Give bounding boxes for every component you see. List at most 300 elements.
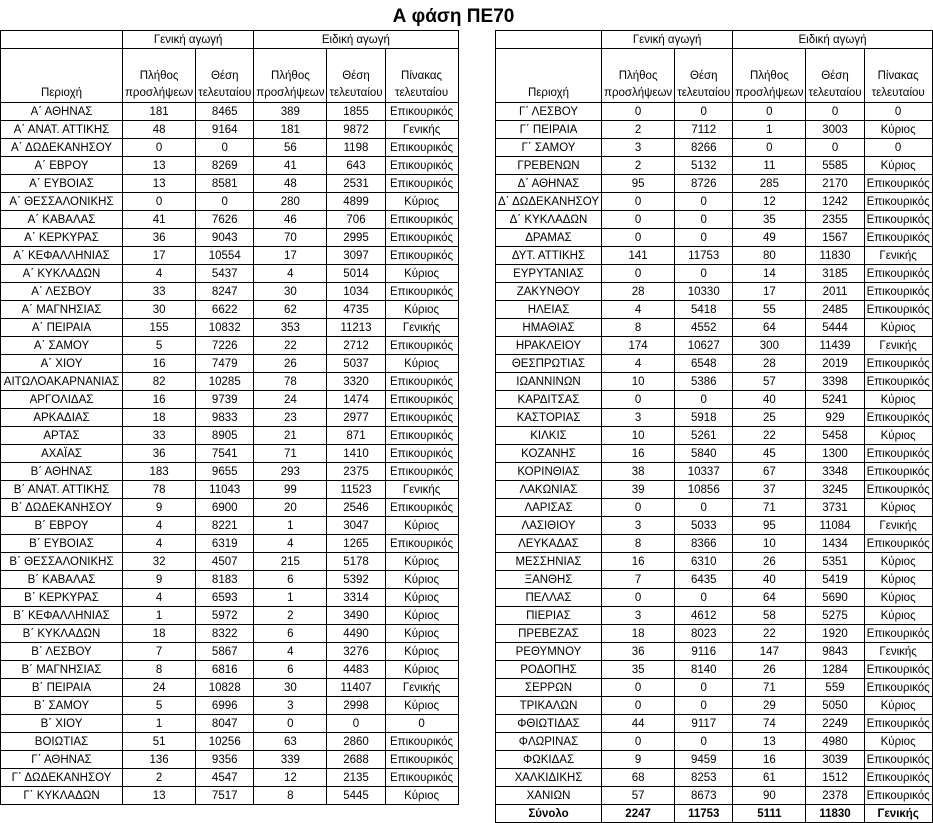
value-cell[interactable]: 155: [123, 319, 196, 337]
value-cell[interactable]: 36: [602, 643, 675, 661]
value-cell[interactable]: 71: [254, 445, 327, 463]
value-cell[interactable]: 8221: [196, 517, 254, 535]
value-cell[interactable]: 1920: [806, 625, 864, 643]
value-cell[interactable]: 4507: [196, 553, 254, 571]
value-cell[interactable]: Γενικής: [864, 643, 932, 661]
value-cell[interactable]: Κύριος: [864, 427, 932, 445]
value-cell[interactable]: Κύριος: [385, 589, 458, 607]
value-cell[interactable]: 56: [254, 139, 327, 157]
value-cell[interactable]: 0: [602, 229, 675, 247]
value-cell[interactable]: 3047: [327, 517, 385, 535]
value-cell[interactable]: 2: [254, 607, 327, 625]
value-cell[interactable]: 0: [675, 229, 733, 247]
value-cell[interactable]: 7112: [675, 121, 733, 139]
value-cell[interactable]: Επικουρικός: [385, 445, 458, 463]
value-cell[interactable]: 67: [733, 463, 806, 481]
value-cell[interactable]: 7226: [196, 337, 254, 355]
region-cell[interactable]: ΑΡΚΑΔΙΑΣ: [1, 409, 123, 427]
region-cell[interactable]: Β΄ ΣΑΜΟΥ: [1, 697, 123, 715]
value-cell[interactable]: 1410: [327, 445, 385, 463]
region-cell[interactable]: ΛΕΥΚΑΔΑΣ: [496, 535, 602, 553]
value-cell[interactable]: 2247: [602, 805, 675, 823]
value-cell[interactable]: 4490: [327, 625, 385, 643]
value-cell[interactable]: 8: [254, 787, 327, 805]
value-cell[interactable]: 2712: [327, 337, 385, 355]
value-cell[interactable]: Κύριος: [864, 499, 932, 517]
value-cell[interactable]: 1265: [327, 535, 385, 553]
value-cell[interactable]: 17: [733, 283, 806, 301]
value-cell[interactable]: 9116: [675, 643, 733, 661]
value-cell[interactable]: 1855: [327, 103, 385, 121]
value-cell[interactable]: 90: [733, 787, 806, 805]
value-cell[interactable]: 0: [196, 193, 254, 211]
value-cell[interactable]: Κύριος: [385, 643, 458, 661]
value-cell[interactable]: 3731: [806, 499, 864, 517]
value-cell[interactable]: 11213: [327, 319, 385, 337]
region-cell[interactable]: Α΄ ΚΕΡΚΥΡΑΣ: [1, 229, 123, 247]
value-cell[interactable]: 2860: [327, 733, 385, 751]
value-cell[interactable]: 18: [123, 625, 196, 643]
value-cell[interactable]: 2485: [806, 301, 864, 319]
value-cell[interactable]: 13: [123, 175, 196, 193]
value-cell[interactable]: 0: [675, 679, 733, 697]
value-cell[interactable]: 57: [602, 787, 675, 805]
value-cell[interactable]: 13: [123, 157, 196, 175]
value-cell[interactable]: Επικουρικός: [385, 211, 458, 229]
value-cell[interactable]: 8322: [196, 625, 254, 643]
value-cell[interactable]: 58: [733, 607, 806, 625]
region-cell[interactable]: Α΄ ΑΘΗΝΑΣ: [1, 103, 123, 121]
value-cell[interactable]: Κύριος: [864, 319, 932, 337]
region-cell[interactable]: ΙΩΑΝΝΙΝΩΝ: [496, 373, 602, 391]
value-cell[interactable]: 17: [123, 247, 196, 265]
region-cell[interactable]: Α΄ ΚΥΚΛΑΔΩΝ: [1, 265, 123, 283]
value-cell[interactable]: 2019: [806, 355, 864, 373]
value-cell[interactable]: 10: [602, 373, 675, 391]
value-cell[interactable]: Κύριος: [864, 571, 932, 589]
value-cell[interactable]: 215: [254, 553, 327, 571]
value-cell[interactable]: Επικουρικός: [385, 139, 458, 157]
value-cell[interactable]: 5585: [806, 157, 864, 175]
value-cell[interactable]: Γενικής: [864, 247, 932, 265]
value-cell[interactable]: 0: [733, 139, 806, 157]
value-cell[interactable]: 0: [602, 391, 675, 409]
value-cell[interactable]: 35: [602, 661, 675, 679]
value-cell[interactable]: 11084: [806, 517, 864, 535]
value-cell[interactable]: 1567: [806, 229, 864, 247]
region-cell[interactable]: ΑΡΓΟΛΙΔΑΣ: [1, 391, 123, 409]
value-cell[interactable]: 16: [123, 355, 196, 373]
value-cell[interactable]: Επικουρικός: [385, 103, 458, 121]
value-cell[interactable]: Επικουρικός: [864, 373, 932, 391]
value-cell[interactable]: 1284: [806, 661, 864, 679]
region-cell[interactable]: ΗΡΑΚΛΕΙΟΥ: [496, 337, 602, 355]
value-cell[interactable]: 30: [123, 301, 196, 319]
value-cell[interactable]: 5690: [806, 589, 864, 607]
value-cell[interactable]: 8253: [675, 769, 733, 787]
value-cell[interactable]: Επικουρικός: [385, 157, 458, 175]
value-cell[interactable]: Επικουρικός: [385, 391, 458, 409]
region-cell[interactable]: Α΄ ΜΑΓΝΗΣΙΑΣ: [1, 301, 123, 319]
region-cell[interactable]: ΦΛΩΡΙΝΑΣ: [496, 733, 602, 751]
value-cell[interactable]: 10256: [196, 733, 254, 751]
value-cell[interactable]: 181: [254, 121, 327, 139]
value-cell[interactable]: 9459: [675, 751, 733, 769]
value-cell[interactable]: 6310: [675, 553, 733, 571]
value-cell[interactable]: 2: [602, 121, 675, 139]
value-cell[interactable]: 6435: [675, 571, 733, 589]
value-cell[interactable]: 20: [254, 499, 327, 517]
value-cell[interactable]: 1474: [327, 391, 385, 409]
value-cell[interactable]: 2135: [327, 769, 385, 787]
value-cell[interactable]: 4735: [327, 301, 385, 319]
value-cell[interactable]: Επικουρικός: [864, 715, 932, 733]
value-cell[interactable]: Επικουρικός: [385, 373, 458, 391]
value-cell[interactable]: 5867: [196, 643, 254, 661]
value-cell[interactable]: 285: [733, 175, 806, 193]
region-cell[interactable]: Α΄ ΠΕΙΡΑΙΑ: [1, 319, 123, 337]
value-cell[interactable]: 9655: [196, 463, 254, 481]
value-cell[interactable]: 4: [123, 265, 196, 283]
value-cell[interactable]: 2355: [806, 211, 864, 229]
value-cell[interactable]: Επικουρικός: [864, 301, 932, 319]
value-cell[interactable]: Επικουρικός: [385, 769, 458, 787]
region-cell[interactable]: ΗΜΑΘΙΑΣ: [496, 319, 602, 337]
value-cell[interactable]: Επικουρικός: [864, 211, 932, 229]
value-cell[interactable]: 2378: [806, 787, 864, 805]
value-cell[interactable]: 4: [254, 643, 327, 661]
value-cell[interactable]: 2170: [806, 175, 864, 193]
value-cell[interactable]: 2998: [327, 697, 385, 715]
value-cell[interactable]: 41: [254, 157, 327, 175]
value-cell[interactable]: 0: [385, 715, 458, 733]
value-cell[interactable]: 13: [123, 787, 196, 805]
value-cell[interactable]: 9833: [196, 409, 254, 427]
value-cell[interactable]: 55: [733, 301, 806, 319]
value-cell[interactable]: 6622: [196, 301, 254, 319]
value-cell[interactable]: 9117: [675, 715, 733, 733]
value-cell[interactable]: 3314: [327, 589, 385, 607]
value-cell[interactable]: 5918: [675, 409, 733, 427]
value-cell[interactable]: 2531: [327, 175, 385, 193]
value-cell[interactable]: 1: [733, 121, 806, 139]
value-cell[interactable]: Επικουρικός: [864, 463, 932, 481]
value-cell[interactable]: 11830: [806, 805, 864, 823]
value-cell[interactable]: 5037: [327, 355, 385, 373]
value-cell[interactable]: Κύριος: [864, 391, 932, 409]
value-cell[interactable]: 40: [733, 571, 806, 589]
value-cell[interactable]: 2011: [806, 283, 864, 301]
value-cell[interactable]: 7626: [196, 211, 254, 229]
value-cell[interactable]: 0: [602, 733, 675, 751]
region-cell[interactable]: Β΄ ΔΩΔΕΚΑΝΗΣΟΥ: [1, 499, 123, 517]
value-cell[interactable]: Κύριος: [385, 301, 458, 319]
region-cell[interactable]: ΚΙΛΚΙΣ: [496, 427, 602, 445]
region-cell[interactable]: ΞΑΝΘΗΣ: [496, 571, 602, 589]
value-cell[interactable]: 4552: [675, 319, 733, 337]
region-cell[interactable]: ΡΟΔΟΠΗΣ: [496, 661, 602, 679]
region-cell[interactable]: ΦΩΚΙΔΑΣ: [496, 751, 602, 769]
value-cell[interactable]: 2: [123, 769, 196, 787]
region-cell[interactable]: Β΄ ΜΑΓΝΗΣΙΑΣ: [1, 661, 123, 679]
value-cell[interactable]: Κύριος: [385, 661, 458, 679]
value-cell[interactable]: 3: [602, 409, 675, 427]
value-cell[interactable]: 136: [123, 751, 196, 769]
value-cell[interactable]: 2688: [327, 751, 385, 769]
value-cell[interactable]: 70: [254, 229, 327, 247]
value-cell[interactable]: Επικουρικός: [385, 751, 458, 769]
value-cell[interactable]: Επικουρικός: [864, 283, 932, 301]
region-cell[interactable]: ΑΙΤΩΛΟΑΚΑΡΝΑΝΙΑΣ: [1, 373, 123, 391]
value-cell[interactable]: 40: [733, 391, 806, 409]
value-cell[interactable]: 3348: [806, 463, 864, 481]
value-cell[interactable]: Κύριος: [864, 121, 932, 139]
region-cell[interactable]: Β΄ ΧΙΟΥ: [1, 715, 123, 733]
value-cell[interactable]: 4: [123, 535, 196, 553]
value-cell[interactable]: 0: [123, 139, 196, 157]
value-cell[interactable]: 0: [675, 193, 733, 211]
value-cell[interactable]: 39: [602, 481, 675, 499]
value-cell[interactable]: 36: [123, 445, 196, 463]
value-cell[interactable]: 16: [123, 391, 196, 409]
value-cell[interactable]: Γενικής: [864, 517, 932, 535]
region-cell[interactable]: ΚΟΡΙΝΘΙΑΣ: [496, 463, 602, 481]
value-cell[interactable]: 0: [602, 499, 675, 517]
value-cell[interactable]: 5386: [675, 373, 733, 391]
region-cell[interactable]: Β΄ ΚΕΡΚΥΡΑΣ: [1, 589, 123, 607]
region-cell[interactable]: ΑΡΤΑΣ: [1, 427, 123, 445]
value-cell[interactable]: 0: [602, 265, 675, 283]
value-cell[interactable]: Επικουρικός: [864, 193, 932, 211]
region-cell[interactable]: ΦΘΙΩΤΙΔΑΣ: [496, 715, 602, 733]
value-cell[interactable]: 300: [733, 337, 806, 355]
value-cell[interactable]: Γενικής: [385, 679, 458, 697]
value-cell[interactable]: 11043: [196, 481, 254, 499]
value-cell[interactable]: 5444: [806, 319, 864, 337]
region-cell[interactable]: ΤΡΙΚΑΛΩΝ: [496, 697, 602, 715]
value-cell[interactable]: Επικουρικός: [385, 337, 458, 355]
value-cell[interactable]: 5014: [327, 265, 385, 283]
value-cell[interactable]: 18: [123, 409, 196, 427]
value-cell[interactable]: 0: [675, 589, 733, 607]
value-cell[interactable]: 25: [733, 409, 806, 427]
region-cell[interactable]: ΑΧΑΪΑΣ: [1, 445, 123, 463]
value-cell[interactable]: 8465: [196, 103, 254, 121]
value-cell[interactable]: 5418: [675, 301, 733, 319]
value-cell[interactable]: 9043: [196, 229, 254, 247]
region-cell[interactable]: Α΄ ΕΒΡΟΥ: [1, 157, 123, 175]
value-cell[interactable]: 61: [733, 769, 806, 787]
region-cell[interactable]: Δ΄ ΚΥΚΛΑΔΩΝ: [496, 211, 602, 229]
value-cell[interactable]: 8183: [196, 571, 254, 589]
value-cell[interactable]: Επικουρικός: [864, 265, 932, 283]
value-cell[interactable]: 78: [123, 481, 196, 499]
value-cell[interactable]: 71: [733, 679, 806, 697]
value-cell[interactable]: 8905: [196, 427, 254, 445]
value-cell[interactable]: 0: [733, 103, 806, 121]
value-cell[interactable]: 21: [254, 427, 327, 445]
region-cell[interactable]: Γ΄ ΔΩΔΕΚΑΝΗΣΟΥ: [1, 769, 123, 787]
value-cell[interactable]: 10337: [675, 463, 733, 481]
value-cell[interactable]: 5: [123, 337, 196, 355]
region-cell[interactable]: Α΄ ΕΥΒΟΙΑΣ: [1, 175, 123, 193]
value-cell[interactable]: 559: [806, 679, 864, 697]
region-cell[interactable]: Α΄ ΣΑΜΟΥ: [1, 337, 123, 355]
value-cell[interactable]: 10856: [675, 481, 733, 499]
value-cell[interactable]: 8673: [675, 787, 733, 805]
region-cell[interactable]: ΜΕΣΣΗΝΙΑΣ: [496, 553, 602, 571]
region-cell[interactable]: Β΄ ΑΘΗΝΑΣ: [1, 463, 123, 481]
value-cell[interactable]: 183: [123, 463, 196, 481]
value-cell[interactable]: 68: [602, 769, 675, 787]
value-cell[interactable]: 0: [675, 697, 733, 715]
value-cell[interactable]: 18: [602, 625, 675, 643]
value-cell[interactable]: 8366: [675, 535, 733, 553]
value-cell[interactable]: 3: [602, 139, 675, 157]
value-cell[interactable]: 0: [327, 715, 385, 733]
value-cell[interactable]: 64: [733, 319, 806, 337]
value-cell[interactable]: 17: [254, 247, 327, 265]
value-cell[interactable]: 63: [254, 733, 327, 751]
value-cell[interactable]: 4547: [196, 769, 254, 787]
value-cell[interactable]: 24: [123, 679, 196, 697]
value-cell[interactable]: 24: [254, 391, 327, 409]
value-cell[interactable]: 11407: [327, 679, 385, 697]
region-cell[interactable]: Β΄ ΚΥΚΛΑΔΩΝ: [1, 625, 123, 643]
value-cell[interactable]: 7479: [196, 355, 254, 373]
region-cell[interactable]: Γ΄ ΚΥΚΛΑΔΩΝ: [1, 787, 123, 805]
value-cell[interactable]: 4899: [327, 193, 385, 211]
value-cell[interactable]: 871: [327, 427, 385, 445]
value-cell[interactable]: 4: [123, 589, 196, 607]
region-cell[interactable]: ΔΡΑΜΑΣ: [496, 229, 602, 247]
value-cell[interactable]: Γενικής: [385, 319, 458, 337]
value-cell[interactable]: 0: [675, 733, 733, 751]
value-cell[interactable]: 9356: [196, 751, 254, 769]
value-cell[interactable]: Κύριος: [864, 553, 932, 571]
value-cell[interactable]: 28: [733, 355, 806, 373]
value-cell[interactable]: 5275: [806, 607, 864, 625]
region-cell[interactable]: Γ΄ ΑΘΗΝΑΣ: [1, 751, 123, 769]
value-cell[interactable]: 3039: [806, 751, 864, 769]
value-cell[interactable]: 11439: [806, 337, 864, 355]
value-cell[interactable]: 44: [602, 715, 675, 733]
value-cell[interactable]: 30: [254, 679, 327, 697]
value-cell[interactable]: 5: [123, 697, 196, 715]
region-cell[interactable]: Β΄ ΘΕΣΣΑΛΟΝΙΚΗΣ: [1, 553, 123, 571]
value-cell[interactable]: Επικουρικός: [864, 787, 932, 805]
value-cell[interactable]: 11753: [675, 247, 733, 265]
region-cell[interactable]: Α΄ ΧΙΟΥ: [1, 355, 123, 373]
value-cell[interactable]: 3398: [806, 373, 864, 391]
region-cell[interactable]: ΚΑΡΔΙΤΣΑΣ: [496, 391, 602, 409]
value-cell[interactable]: 353: [254, 319, 327, 337]
value-cell[interactable]: 26: [733, 661, 806, 679]
value-cell[interactable]: Επικουρικός: [385, 535, 458, 553]
region-cell[interactable]: Α΄ ΛΕΣΒΟΥ: [1, 283, 123, 301]
value-cell[interactable]: 0: [675, 499, 733, 517]
value-cell[interactable]: 1198: [327, 139, 385, 157]
value-cell[interactable]: 147: [733, 643, 806, 661]
value-cell[interactable]: 4980: [806, 733, 864, 751]
value-cell[interactable]: 3097: [327, 247, 385, 265]
region-cell[interactable]: ΚΟΖΑΝΗΣ: [496, 445, 602, 463]
value-cell[interactable]: 11: [733, 157, 806, 175]
value-cell[interactable]: Επικουρικός: [864, 769, 932, 787]
value-cell[interactable]: 706: [327, 211, 385, 229]
value-cell[interactable]: 8047: [196, 715, 254, 733]
value-cell[interactable]: 10832: [196, 319, 254, 337]
value-cell[interactable]: 280: [254, 193, 327, 211]
region-cell[interactable]: ΠΙΕΡΙΑΣ: [496, 607, 602, 625]
value-cell[interactable]: 1300: [806, 445, 864, 463]
value-cell[interactable]: Κύριος: [864, 589, 932, 607]
value-cell[interactable]: 2995: [327, 229, 385, 247]
value-cell[interactable]: 22: [733, 625, 806, 643]
value-cell[interactable]: 3320: [327, 373, 385, 391]
value-cell[interactable]: 16: [602, 445, 675, 463]
value-cell[interactable]: 5241: [806, 391, 864, 409]
value-cell[interactable]: 8269: [196, 157, 254, 175]
value-cell[interactable]: 9872: [327, 121, 385, 139]
value-cell[interactable]: 8140: [675, 661, 733, 679]
value-cell[interactable]: 6593: [196, 589, 254, 607]
value-cell[interactable]: 49: [733, 229, 806, 247]
value-cell[interactable]: 9: [123, 571, 196, 589]
region-cell[interactable]: Γ΄ ΠΕΙΡΑΙΑ: [496, 121, 602, 139]
value-cell[interactable]: Κύριος: [385, 787, 458, 805]
value-cell[interactable]: 11830: [806, 247, 864, 265]
value-cell[interactable]: 22: [733, 427, 806, 445]
value-cell[interactable]: 10285: [196, 373, 254, 391]
value-cell[interactable]: 5261: [675, 427, 733, 445]
region-cell[interactable]: ΧΑΝΙΩΝ: [496, 787, 602, 805]
value-cell[interactable]: 1034: [327, 283, 385, 301]
region-cell[interactable]: Β΄ ΠΕΙΡΑΙΑ: [1, 679, 123, 697]
region-cell[interactable]: ΛΑΣΙΘΙΟΥ: [496, 517, 602, 535]
region-cell[interactable]: ΣΕΡΡΩΝ: [496, 679, 602, 697]
region-cell[interactable]: Β΄ ΕΥΒΟΙΑΣ: [1, 535, 123, 553]
value-cell[interactable]: 1: [123, 715, 196, 733]
region-cell[interactable]: Δ΄ ΑΘΗΝΑΣ: [496, 175, 602, 193]
value-cell[interactable]: 35: [733, 211, 806, 229]
value-cell[interactable]: 0: [602, 589, 675, 607]
value-cell[interactable]: 0: [675, 265, 733, 283]
value-cell[interactable]: Επικουρικός: [385, 175, 458, 193]
value-cell[interactable]: 8: [602, 535, 675, 553]
value-cell[interactable]: 3: [254, 697, 327, 715]
value-cell[interactable]: 2977: [327, 409, 385, 427]
value-cell[interactable]: Κύριος: [385, 607, 458, 625]
value-cell[interactable]: Επικουρικός: [385, 409, 458, 427]
value-cell[interactable]: 2: [602, 157, 675, 175]
value-cell[interactable]: Επικουρικός: [385, 499, 458, 517]
value-cell[interactable]: 7: [123, 643, 196, 661]
value-cell[interactable]: 64: [733, 589, 806, 607]
value-cell[interactable]: 80: [733, 247, 806, 265]
value-cell[interactable]: Κύριος: [385, 697, 458, 715]
value-cell[interactable]: 174: [602, 337, 675, 355]
value-cell[interactable]: 9: [123, 499, 196, 517]
value-cell[interactable]: 0: [196, 139, 254, 157]
value-cell[interactable]: 4483: [327, 661, 385, 679]
value-cell[interactable]: 6319: [196, 535, 254, 553]
value-cell[interactable]: 5972: [196, 607, 254, 625]
value-cell[interactable]: 3: [602, 517, 675, 535]
value-cell[interactable]: 23: [254, 409, 327, 427]
value-cell[interactable]: 1512: [806, 769, 864, 787]
value-cell[interactable]: 16: [602, 553, 675, 571]
